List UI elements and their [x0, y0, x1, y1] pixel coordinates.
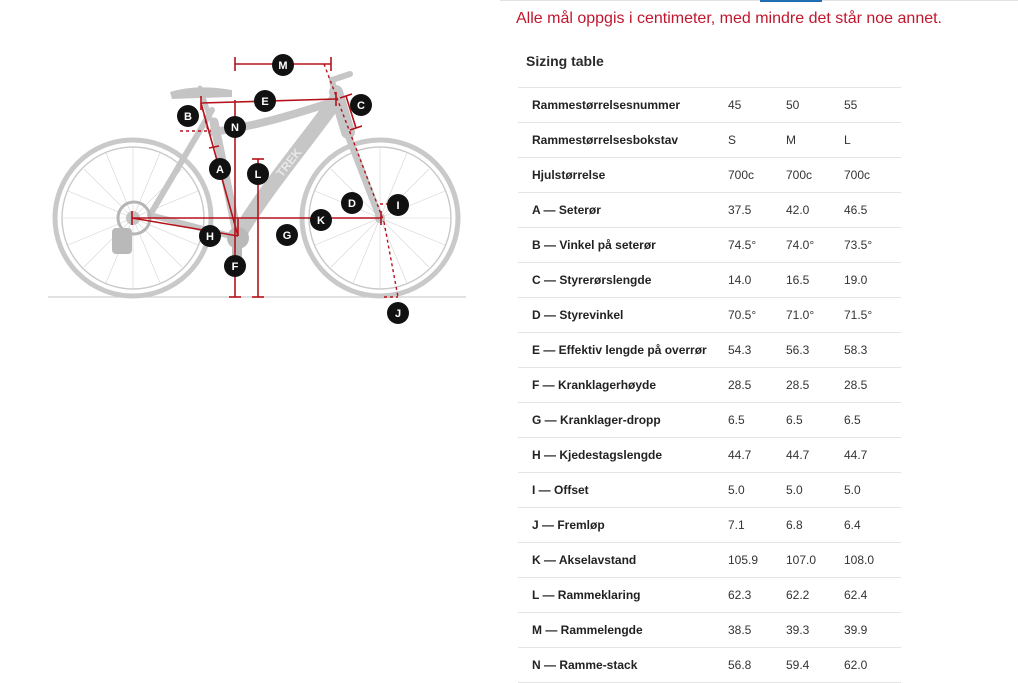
cell-size-55: L	[844, 123, 901, 158]
table-row-frame-size-letter	[518, 123, 901, 158]
cell-size-45: 74.5°	[728, 228, 786, 263]
row-label: E — Effektiv lengde på overrør	[518, 333, 728, 368]
row-label: G — Kranklager-dropp	[518, 403, 728, 438]
marker-n	[224, 116, 246, 138]
cell-size-55: 39.9	[844, 613, 901, 648]
sizing-table-title: Sizing table	[526, 53, 604, 69]
table-row-f	[518, 368, 901, 403]
cell-size-55: 44.7	[844, 438, 901, 473]
row-label: L — Rammeklaring	[518, 578, 728, 613]
svg-text:H: H	[206, 231, 214, 243]
cell-size-55: 73.5°	[844, 228, 901, 263]
cell-size-55: 62.0	[844, 648, 901, 683]
cell-size-45: 105.9	[728, 543, 786, 578]
cell-size-50: 6.8	[786, 508, 844, 543]
svg-text:M: M	[278, 60, 288, 72]
svg-text:K: K	[317, 215, 325, 227]
row-label: J — Fremløp	[518, 508, 728, 543]
cell-size-45: 70.5°	[728, 298, 786, 333]
row-label: K — Akselavstand	[518, 543, 728, 578]
table-row-l	[518, 578, 901, 613]
top-divider	[500, 0, 1018, 1]
svg-text:G: G	[282, 230, 292, 242]
cell-size-55: 108.0	[844, 543, 901, 578]
row-label: N — Ramme-stack	[518, 648, 728, 683]
marker-b	[177, 105, 199, 127]
cell-size-50: 56.3	[786, 333, 844, 368]
marker-e	[254, 90, 276, 112]
cell-size-55: 46.5	[844, 193, 901, 228]
cell-size-50: 74.0°	[786, 228, 844, 263]
active-tab-indicator	[760, 0, 822, 2]
marker-g	[276, 224, 298, 246]
table-row-i	[518, 473, 901, 508]
cell-size-50: 42.0	[786, 193, 844, 228]
row-label: H — Kjedestagslengde	[518, 438, 728, 473]
cell-size-50: M	[786, 123, 844, 158]
cell-size-50: 71.0°	[786, 298, 844, 333]
marker-f	[224, 255, 246, 277]
row-label: A — Seterør	[518, 193, 728, 228]
cell-size-50: 700c	[786, 158, 844, 193]
cell-size-45: 5.0	[728, 473, 786, 508]
table-row-g	[518, 403, 901, 438]
brand-text: TREK	[273, 145, 305, 180]
cell-size-45: 62.3	[728, 578, 786, 613]
cell-size-50: 28.5	[786, 368, 844, 403]
marker-a	[209, 158, 231, 180]
cell-size-45: 45	[728, 88, 786, 123]
marker-c	[350, 94, 372, 116]
row-label: Rammestørrelsesnummer	[518, 88, 728, 123]
cell-size-55: 19.0	[844, 263, 901, 298]
svg-text:F: F	[231, 261, 239, 273]
table-row-d	[518, 298, 901, 333]
row-label: Rammestørrelsesbokstav	[518, 123, 728, 158]
cell-size-45: 54.3	[728, 333, 786, 368]
cell-size-45: 44.7	[728, 438, 786, 473]
marker-m	[272, 54, 294, 76]
svg-text:N: N	[231, 122, 239, 134]
table-row-e	[518, 333, 901, 368]
cell-size-45: 37.5	[728, 193, 786, 228]
cell-size-55: 5.0	[844, 473, 901, 508]
svg-text:C: C	[357, 100, 365, 112]
svg-text:I: I	[396, 200, 400, 212]
cell-size-45: S	[728, 123, 786, 158]
cell-size-45: 6.5	[728, 403, 786, 438]
cell-size-50: 5.0	[786, 473, 844, 508]
cell-size-45: 7.1	[728, 508, 786, 543]
row-label: I — Offset	[518, 473, 728, 508]
svg-text:D: D	[348, 198, 356, 210]
cell-size-55: 6.4	[844, 508, 901, 543]
marker-h	[199, 225, 221, 247]
cell-size-50: 62.2	[786, 578, 844, 613]
svg-text:B: B	[184, 111, 192, 123]
cell-size-50: 107.0	[786, 543, 844, 578]
cell-size-45: 28.5	[728, 368, 786, 403]
svg-text:E: E	[261, 96, 269, 108]
cell-size-50: 44.7	[786, 438, 844, 473]
table-row-n	[518, 648, 901, 683]
cell-size-55: 6.5	[844, 403, 901, 438]
cell-size-55: 71.5°	[844, 298, 901, 333]
table-row-wheel-size	[518, 158, 901, 193]
cell-size-55: 28.5	[844, 368, 901, 403]
table-row-h	[518, 438, 901, 473]
cell-size-50: 16.5	[786, 263, 844, 298]
row-label: C — Styrerørslengde	[518, 263, 728, 298]
bike-geometry-diagram	[0, 0, 500, 340]
table-row-m	[518, 613, 901, 648]
cell-size-55: 700c	[844, 158, 901, 193]
row-label: F — Kranklagerhøyde	[518, 368, 728, 403]
cell-size-45: 700c	[728, 158, 786, 193]
sizing-table	[518, 87, 901, 683]
row-label: M — Rammelengde	[518, 613, 728, 648]
cell-size-45: 38.5	[728, 613, 786, 648]
marker-j	[387, 302, 409, 324]
table-row-j	[518, 508, 901, 543]
row-label: D — Styrevinkel	[518, 298, 728, 333]
table-row-a	[518, 193, 901, 228]
cell-size-55: 62.4	[844, 578, 901, 613]
cell-size-45: 14.0	[728, 263, 786, 298]
cell-size-50: 50	[786, 88, 844, 123]
marker-i	[387, 194, 409, 216]
cell-size-50: 6.5	[786, 403, 844, 438]
svg-text:J: J	[394, 308, 402, 320]
cell-size-45: 56.8	[728, 648, 786, 683]
cell-size-55: 58.3	[844, 333, 901, 368]
units-note: Alle mål oppgis i centimeter, med mindre det står noe annet.	[516, 10, 942, 27]
table-row-c	[518, 263, 901, 298]
marker-d	[341, 192, 363, 214]
row-label: B — Vinkel på seterør	[518, 228, 728, 263]
table-row-k	[518, 543, 901, 578]
cell-size-55: 55	[844, 88, 901, 123]
marker-l	[247, 163, 269, 185]
cell-size-50: 59.4	[786, 648, 844, 683]
table-row-b	[518, 228, 901, 263]
svg-text:A: A	[216, 164, 224, 176]
cell-size-50: 39.3	[786, 613, 844, 648]
marker-k	[310, 209, 332, 231]
table-row-frame-size-number	[518, 88, 901, 123]
row-label: Hjulstørrelse	[518, 158, 728, 193]
svg-text:L: L	[254, 169, 262, 181]
